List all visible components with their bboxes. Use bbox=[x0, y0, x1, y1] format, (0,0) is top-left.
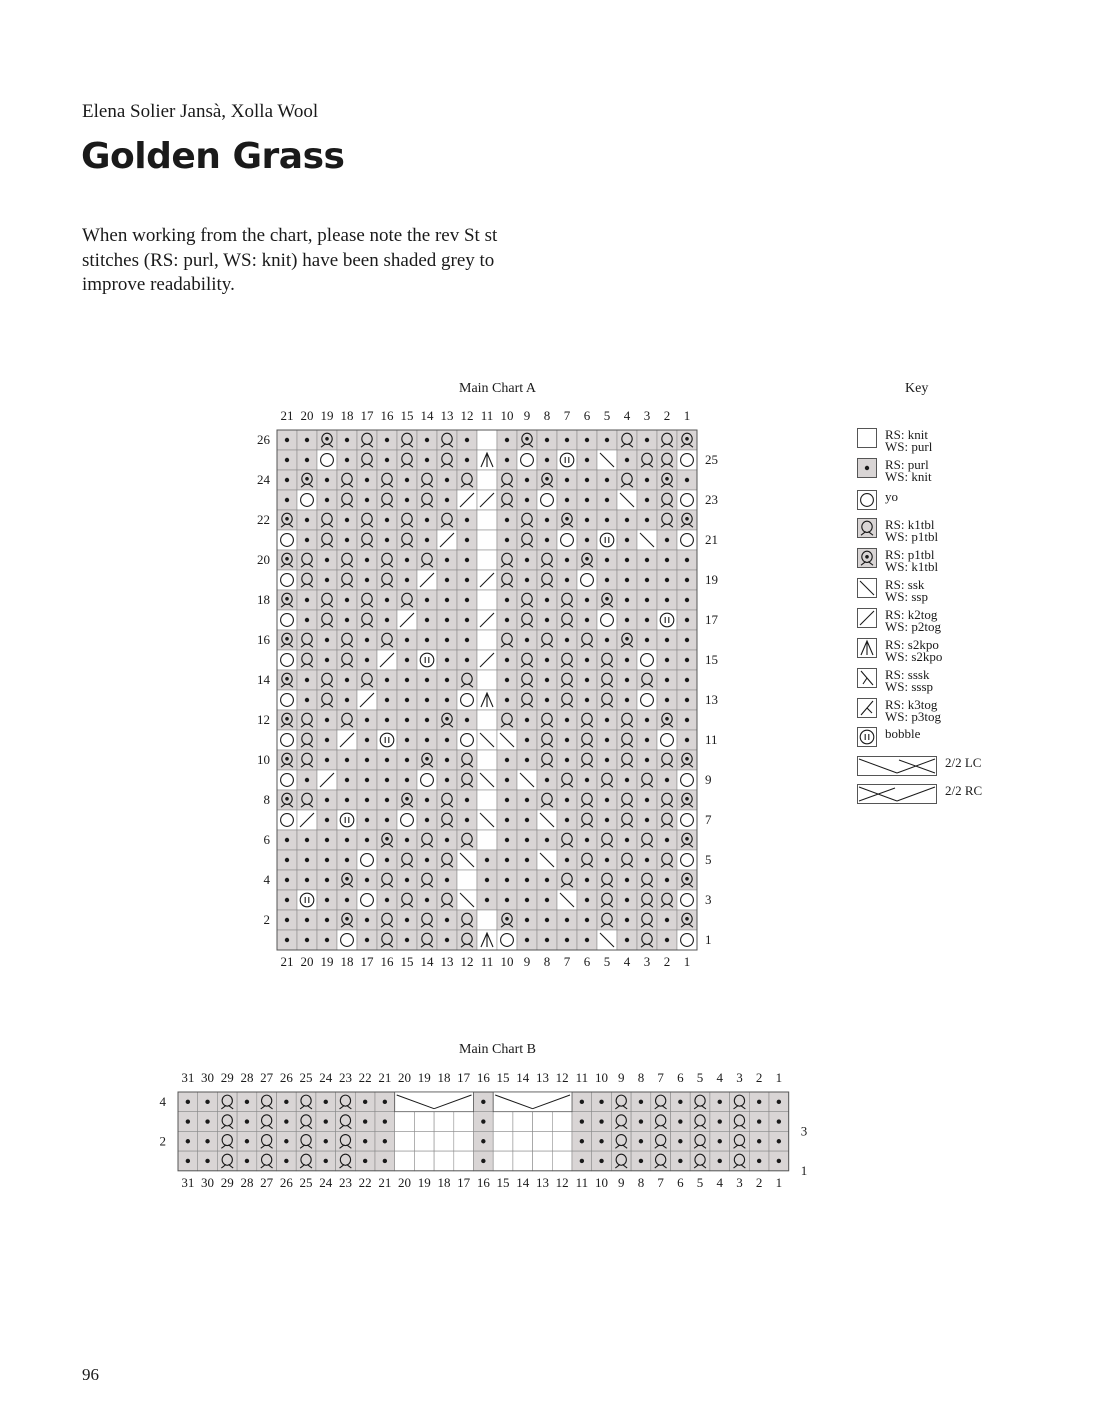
column-number-bottom: 25 bbox=[299, 1174, 313, 1190]
key-title: Key bbox=[905, 381, 929, 396]
column-number-top: 28 bbox=[240, 1070, 254, 1085]
column-number-top: 2 bbox=[663, 408, 671, 423]
key-label: RS: k3tog WS: p3tog bbox=[885, 697, 941, 724]
column-number-top: 27 bbox=[260, 1070, 274, 1085]
column-number-bottom: 2 bbox=[663, 954, 671, 969]
chart-cell bbox=[513, 1151, 533, 1171]
column-number-bottom: 11 bbox=[575, 1174, 589, 1190]
row-number-right: 9 bbox=[705, 772, 712, 787]
key-label: RS: ssk WS: ssp bbox=[885, 577, 928, 604]
column-number-bottom: 23 bbox=[338, 1174, 352, 1190]
column-number-top: 9 bbox=[523, 408, 531, 423]
purl-dot bbox=[205, 1159, 209, 1163]
column-number-top: 1 bbox=[775, 1070, 783, 1085]
row-number-right: 3 bbox=[705, 892, 712, 907]
key-label: RS: purl WS: knit bbox=[885, 457, 932, 484]
column-number-bottom: 22 bbox=[358, 1174, 372, 1190]
row-number-right: 17 bbox=[705, 612, 718, 627]
purl-dot bbox=[363, 1139, 367, 1143]
row-number-right: 13 bbox=[705, 692, 718, 707]
chart-cell bbox=[513, 1112, 533, 1132]
chart-cell bbox=[395, 1151, 415, 1171]
column-number-bottom: 17 bbox=[360, 954, 374, 969]
column-number-top: 29 bbox=[220, 1070, 234, 1085]
column-number-bottom: 28 bbox=[240, 1174, 254, 1190]
purl-dot bbox=[186, 1119, 190, 1123]
column-number-bottom: 16 bbox=[380, 954, 394, 969]
column-number-bottom: 16 bbox=[476, 1174, 490, 1190]
purl-dot bbox=[186, 1139, 190, 1143]
row-number-right: 25 bbox=[705, 452, 718, 467]
purl-dot bbox=[777, 1100, 781, 1104]
key-label: RS: sssk WS: sssp bbox=[885, 667, 934, 694]
column-number-top: 10 bbox=[500, 408, 514, 423]
chart-cell bbox=[454, 1151, 474, 1171]
purl-dot bbox=[639, 1100, 643, 1104]
column-number-bottom: 4 bbox=[623, 954, 631, 969]
column-number-top: 20 bbox=[398, 1070, 412, 1085]
column-number-top: 22 bbox=[358, 1070, 372, 1085]
purl-dot bbox=[718, 1119, 722, 1123]
purl-dot bbox=[284, 1139, 288, 1143]
row-number-right: 3 bbox=[800, 1123, 808, 1139]
row-number-left: 2 bbox=[263, 912, 270, 927]
column-number-top: 8 bbox=[543, 408, 551, 423]
chart-cell bbox=[552, 1131, 572, 1151]
column-number-top: 3 bbox=[736, 1070, 743, 1085]
column-number-bottom: 14 bbox=[420, 954, 434, 969]
column-number-bottom: 8 bbox=[543, 954, 551, 969]
column-number-top: 14 bbox=[516, 1070, 530, 1085]
chart-cell bbox=[533, 1112, 553, 1132]
purl-dot bbox=[383, 1100, 387, 1104]
row-number-left: 2 bbox=[159, 1133, 166, 1149]
column-number-bottom: 4 bbox=[716, 1174, 723, 1190]
purl-dot bbox=[324, 1100, 328, 1104]
purl-dot bbox=[599, 1159, 603, 1163]
column-number-top: 4 bbox=[716, 1070, 723, 1085]
column-number-bottom: 31 bbox=[181, 1174, 195, 1190]
column-number-top: 6 bbox=[677, 1070, 684, 1085]
column-number-top: 25 bbox=[299, 1070, 313, 1085]
row-number-left: 16 bbox=[257, 632, 270, 647]
column-number-bottom: 6 bbox=[583, 954, 591, 969]
purl-dot bbox=[284, 1159, 288, 1163]
row-number-right: 19 bbox=[705, 572, 718, 587]
purl-dot bbox=[481, 1159, 485, 1163]
purl-dot bbox=[678, 1139, 682, 1143]
chart-cell bbox=[552, 1112, 572, 1132]
purl-dot bbox=[205, 1100, 209, 1104]
key-label: RS: k2tog WS: p2tog bbox=[885, 607, 941, 634]
column-number-bottom: 3 bbox=[736, 1174, 743, 1190]
column-number-bottom: 7 bbox=[563, 954, 571, 969]
purl-dot bbox=[186, 1100, 190, 1104]
column-number-top: 30 bbox=[201, 1070, 215, 1085]
column-number-top: 3 bbox=[643, 408, 651, 423]
purl-dot bbox=[383, 1119, 387, 1123]
row-number-left: 22 bbox=[257, 512, 270, 527]
column-number-bottom: 9 bbox=[618, 1174, 625, 1190]
purl-dot bbox=[678, 1119, 682, 1123]
chart-b-title: Main Chart B bbox=[459, 1042, 536, 1057]
column-number-top: 21 bbox=[280, 408, 294, 423]
row-number-left: 26 bbox=[257, 432, 270, 447]
row-number-left: 18 bbox=[257, 592, 270, 607]
column-number-bottom: 1 bbox=[775, 1174, 783, 1190]
chart-cell bbox=[395, 1112, 415, 1132]
chart-cell bbox=[454, 1131, 474, 1151]
row-number-right: 5 bbox=[705, 852, 712, 867]
row-number-right: 1 bbox=[705, 932, 712, 947]
purl-dot bbox=[324, 1139, 328, 1143]
row-number-right: 15 bbox=[705, 652, 718, 667]
column-number-top: 7 bbox=[563, 408, 571, 423]
column-number-bottom: 2 bbox=[755, 1174, 763, 1190]
column-number-bottom: 10 bbox=[500, 954, 514, 969]
key-label: RS: p1tbl WS: k1tbl bbox=[885, 547, 939, 574]
key-label: RS: k1tbl WS: p1tbl bbox=[885, 517, 939, 544]
purl-dot bbox=[777, 1119, 781, 1123]
column-number-top: 11 bbox=[575, 1070, 589, 1085]
purl-dot bbox=[245, 1139, 249, 1143]
column-number-bottom: 9 bbox=[523, 954, 531, 969]
row-number-left: 8 bbox=[263, 792, 270, 807]
column-number-top: 7 bbox=[657, 1070, 664, 1085]
column-number-bottom: 1 bbox=[683, 954, 691, 969]
row-number-left: 10 bbox=[257, 752, 270, 767]
purl-dot bbox=[363, 1100, 367, 1104]
column-number-top: 19 bbox=[417, 1070, 431, 1085]
purl-dot bbox=[757, 1159, 761, 1163]
purl-dot bbox=[757, 1100, 761, 1104]
pattern-title: Golden Grass bbox=[81, 136, 345, 177]
purl-dot bbox=[718, 1139, 722, 1143]
purl-dot bbox=[580, 1100, 584, 1104]
purl-dot bbox=[639, 1159, 643, 1163]
purl-dot bbox=[757, 1139, 761, 1143]
column-number-top: 23 bbox=[338, 1070, 352, 1085]
column-number-top: 19 bbox=[320, 408, 334, 423]
chart-cell bbox=[552, 1151, 572, 1171]
column-number-bottom: 5 bbox=[696, 1174, 704, 1190]
purl-dot bbox=[580, 1119, 584, 1123]
row-number-left: 4 bbox=[159, 1093, 166, 1109]
row-number-left: 6 bbox=[263, 832, 270, 847]
chart-cell bbox=[434, 1151, 454, 1171]
column-number-bottom: 21 bbox=[280, 954, 294, 969]
column-number-top: 10 bbox=[595, 1070, 609, 1085]
row-number-right: 1 bbox=[800, 1162, 808, 1178]
column-number-bottom: 26 bbox=[279, 1174, 293, 1190]
column-number-bottom: 15 bbox=[496, 1174, 510, 1190]
row-number-right: 7 bbox=[705, 812, 712, 827]
chart-cell bbox=[513, 1131, 533, 1151]
column-number-bottom: 11 bbox=[480, 954, 494, 969]
column-number-bottom: 18 bbox=[340, 954, 354, 969]
column-number-bottom: 19 bbox=[417, 1174, 431, 1190]
purl-dot bbox=[205, 1139, 209, 1143]
key-label: 2/2 RC bbox=[945, 783, 983, 798]
row-number-left: 12 bbox=[257, 712, 270, 727]
column-number-bottom: 19 bbox=[320, 954, 334, 969]
column-number-bottom: 18 bbox=[437, 1174, 451, 1190]
cable-symbol bbox=[395, 1092, 474, 1112]
purl-dot bbox=[599, 1100, 603, 1104]
column-number-top: 5 bbox=[603, 408, 611, 423]
purl-dot bbox=[245, 1119, 249, 1123]
purl-dot bbox=[284, 1100, 288, 1104]
purl-dot bbox=[324, 1159, 328, 1163]
column-number-bottom: 10 bbox=[595, 1174, 609, 1190]
column-number-bottom: 3 bbox=[643, 954, 651, 969]
column-number-bottom: 15 bbox=[400, 954, 414, 969]
purl-dot bbox=[284, 1119, 288, 1123]
purl-dot bbox=[580, 1159, 584, 1163]
column-number-bottom: 13 bbox=[535, 1174, 549, 1190]
purl-dot bbox=[245, 1159, 249, 1163]
page-number: 96 bbox=[82, 1365, 99, 1384]
column-number-bottom: 21 bbox=[378, 1174, 392, 1190]
purl-dot bbox=[639, 1119, 643, 1123]
row-number-right: 11 bbox=[705, 732, 718, 747]
purl-dot bbox=[481, 1139, 485, 1143]
purl-dot bbox=[599, 1119, 603, 1123]
column-number-top: 15 bbox=[496, 1070, 510, 1085]
purl-dot bbox=[186, 1159, 190, 1163]
purl-dot bbox=[718, 1159, 722, 1163]
purl-dot bbox=[757, 1119, 761, 1123]
column-number-top: 17 bbox=[457, 1070, 471, 1085]
purl-dot bbox=[678, 1159, 682, 1163]
column-number-bottom: 20 bbox=[398, 1174, 412, 1190]
column-number-top: 1 bbox=[683, 408, 691, 423]
key-label: 2/2 LC bbox=[945, 755, 982, 770]
row-number-left: 4 bbox=[263, 872, 270, 887]
column-number-top: 8 bbox=[637, 1070, 645, 1085]
column-number-bottom: 6 bbox=[677, 1174, 684, 1190]
purl-dot bbox=[599, 1139, 603, 1143]
column-number-bottom: 30 bbox=[201, 1174, 215, 1190]
purl-dot bbox=[678, 1100, 682, 1104]
column-number-top: 18 bbox=[340, 408, 354, 423]
purl-dot bbox=[363, 1119, 367, 1123]
column-number-bottom: 20 bbox=[300, 954, 314, 969]
chart-cell bbox=[493, 1151, 513, 1171]
purl-dot bbox=[718, 1100, 722, 1104]
chart-cell bbox=[414, 1151, 434, 1171]
chart-cell bbox=[395, 1131, 415, 1151]
chart-cell bbox=[414, 1112, 434, 1132]
chart-cell bbox=[533, 1131, 553, 1151]
column-number-bottom: 12 bbox=[555, 1174, 569, 1190]
purl-dot bbox=[324, 1119, 328, 1123]
purl-dot bbox=[205, 1119, 209, 1123]
chart-cell bbox=[434, 1131, 454, 1151]
column-number-bottom: 29 bbox=[220, 1174, 234, 1190]
column-number-bottom: 12 bbox=[460, 954, 474, 969]
column-number-bottom: 17 bbox=[457, 1174, 471, 1190]
column-number-bottom: 27 bbox=[260, 1174, 274, 1190]
column-number-top: 26 bbox=[279, 1070, 293, 1085]
column-number-top: 21 bbox=[378, 1070, 392, 1085]
column-number-top: 24 bbox=[319, 1070, 333, 1085]
key-label: RS: knit WS: purl bbox=[885, 427, 933, 454]
column-number-top: 15 bbox=[400, 408, 414, 423]
column-number-top: 18 bbox=[437, 1070, 451, 1085]
column-number-bottom: 7 bbox=[657, 1174, 664, 1190]
column-number-top: 13 bbox=[535, 1070, 549, 1085]
column-number-bottom: 24 bbox=[319, 1174, 333, 1190]
key-label: bobble bbox=[885, 726, 921, 741]
purl-dot bbox=[481, 1100, 485, 1104]
column-number-bottom: 5 bbox=[603, 954, 611, 969]
column-number-top: 11 bbox=[480, 408, 494, 423]
purl-dot bbox=[777, 1139, 781, 1143]
column-number-top: 16 bbox=[380, 408, 394, 423]
chart-cell bbox=[434, 1112, 454, 1132]
intro-paragraph: When working from the chart, please note the rev St st stitches (RS: purl, WS: knit) have been shaded grey to improve readability. bbox=[82, 225, 498, 295]
chart-cell bbox=[454, 1112, 474, 1132]
column-number-top: 12 bbox=[460, 408, 474, 423]
column-number-top: 9 bbox=[618, 1070, 625, 1085]
row-number-right: 23 bbox=[705, 492, 718, 507]
chart-cell bbox=[493, 1112, 513, 1132]
chart-a-title: Main Chart A bbox=[459, 381, 536, 396]
key-label: RS: s2kpo WS: s2kpo bbox=[885, 637, 943, 664]
cable-symbol bbox=[493, 1092, 572, 1112]
chart-cell bbox=[533, 1151, 553, 1171]
purl-dot bbox=[245, 1100, 249, 1104]
row-number-left: 20 bbox=[257, 552, 270, 567]
chart-cell bbox=[493, 1131, 513, 1151]
row-number-left: 14 bbox=[257, 672, 270, 687]
column-number-top: 14 bbox=[420, 408, 434, 423]
column-number-top: 20 bbox=[300, 408, 314, 423]
row-number-right: 21 bbox=[705, 532, 718, 547]
column-number-top: 5 bbox=[696, 1070, 704, 1085]
column-number-top: 12 bbox=[555, 1070, 569, 1085]
row-number-left: 24 bbox=[257, 472, 270, 487]
column-number-top: 2 bbox=[755, 1070, 763, 1085]
column-number-top: 16 bbox=[476, 1070, 490, 1085]
purl-dot bbox=[580, 1139, 584, 1143]
purl-dot bbox=[363, 1159, 367, 1163]
column-number-top: 13 bbox=[440, 408, 454, 423]
key-label: yo bbox=[885, 489, 898, 504]
column-number-bottom: 8 bbox=[637, 1174, 645, 1190]
column-number-bottom: 14 bbox=[516, 1174, 530, 1190]
column-number-top: 4 bbox=[623, 408, 631, 423]
author-line: Elena Solier Jansà, Xolla Wool bbox=[82, 101, 319, 122]
column-number-top: 6 bbox=[583, 408, 591, 423]
column-number-top: 17 bbox=[360, 408, 374, 423]
purl-dot bbox=[639, 1139, 643, 1143]
chart-cell bbox=[414, 1131, 434, 1151]
column-number-bottom: 13 bbox=[440, 954, 454, 969]
column-number-top: 31 bbox=[181, 1070, 195, 1085]
purl-dot bbox=[777, 1159, 781, 1163]
purl-dot bbox=[481, 1119, 485, 1123]
purl-dot bbox=[383, 1159, 387, 1163]
purl-dot bbox=[383, 1139, 387, 1143]
